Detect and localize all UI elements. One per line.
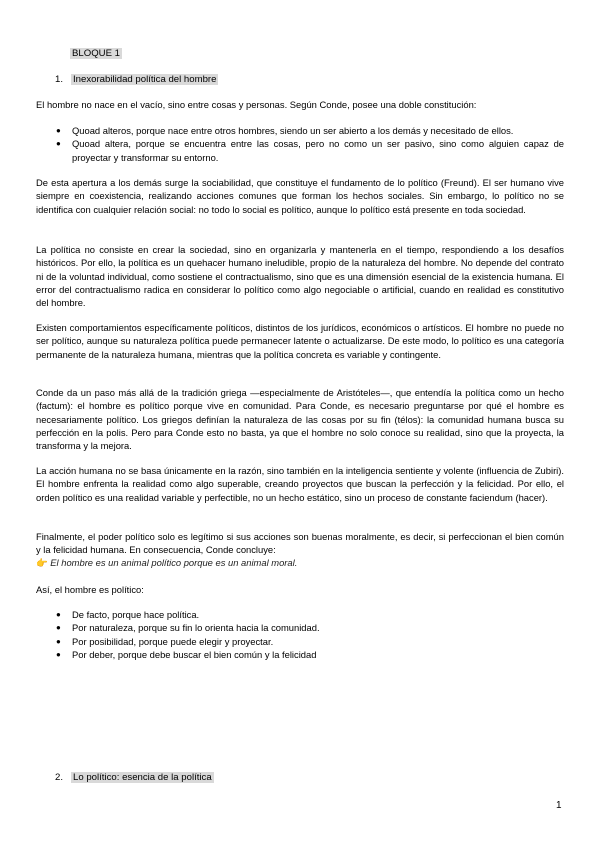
bullet-icon: ● <box>56 649 61 659</box>
list-item-text: Quoad altera, porque se encuentra entre las cosas, pero no como un ser pasivo, sino como alguien capaz de proyectar y transformar su entorno. <box>72 138 564 163</box>
list-item <box>36 608 564 621</box>
section-heading-1 <box>55 74 218 85</box>
list-item <box>36 635 564 648</box>
paragraph: De esta apertura a los demás surge la sociabilidad, que constituye el fundamento de lo político (Freund). El ser humano vive siempre en coexistencia, realizando acciones comunes que forman los hechos sociales. Sin embargo, lo político no se identifica con cualquier relación social: no todo lo social es político, aunque lo político está presente en toda sociedad. <box>36 177 564 215</box>
bullet-icon: ● <box>56 126 61 135</box>
section-number: 1. <box>55 74 64 85</box>
paragraph: Conde da un paso más allá de la tradición griega —especialmente de Aristóteles—, que entendía la política como un hecho (factum): el hombre es político porque vive en comunidad. Para Conde, es necesario preguntarse por qué el hombre es necesariamente político. Los griegos definían la naturaleza de las cosas por su fin (télos): la comunidad humana busca su perfección en la polis. Pero para Conde esto no basta, ya que el hombre no solo conoce su realidad, sino que la proyecta, la transforma y la mejora. <box>36 387 564 452</box>
section-title: Lo político: esencia de la política <box>73 772 212 783</box>
quote-text: El hombre es un animal político porque es un animal moral. <box>50 557 298 568</box>
list-item-text: De facto, porque hace política. <box>72 609 200 620</box>
bullet-icon: ● <box>56 610 61 619</box>
list-item <box>36 621 564 634</box>
paragraph: Así, el hombre es político: <box>36 584 144 595</box>
political-list <box>36 608 564 661</box>
section-title: Inexorabilidad política del hombre <box>73 74 217 85</box>
paragraph: La acción humana no se basa únicamente en la razón, sino también en la inteligencia sentiente y volente (influencia de Zubiri). El hombre enfrenta la realidad como algo superable, creando proyectos que buscan la perfección y la felicidad. Por ello, el orden político es una realidad variable y perfectible, no un hecho estático, sino un proceso de constante faciendum (hacer). <box>36 465 564 503</box>
list-item-text: Por posibilidad, porque puede elegir y proyectar. <box>72 635 274 647</box>
paragraph: La política no consiste en crear la sociedad, sino en organizarla y mantenerla en el tiempo, respondiendo a los desafíos históricos. Por ello, la política es un quehacer humano ineludible, propio de la naturaleza del hombre. No depende del contrato ni de la voluntad individual, como sostiene el contractualismo, sino que es una dimensión esencial de la existencia humana. El error del contractualismo radica en considerar lo político como algo negociable o artificial, cuando en realidad es constitutivo del hombre. <box>36 244 564 309</box>
bullet-icon: ● <box>56 623 61 633</box>
section-number: 2. <box>55 772 64 783</box>
intro-paragraph: El hombre no nace en el vacío, sino entre cosas y personas. Según Conde, posee una doble constitución: <box>36 99 477 110</box>
paragraph: Finalmente, el poder político solo es legítimo si sus acciones son buenas moralmente, es decir, si perfeccionan el bien común y la felicidad humana. En consecuencia, Conde concluye: <box>36 531 564 556</box>
bullet-icon: ● <box>56 636 61 646</box>
list-item-text: Por deber, porque debe buscar el bien común y la felicidad <box>72 648 317 660</box>
block-label: BLOQUE 1 <box>72 48 120 59</box>
bullet-icon: ● <box>56 139 61 149</box>
page-number: 1 <box>556 800 562 811</box>
conclusion-quote <box>36 556 564 569</box>
list-item <box>36 648 564 661</box>
paragraph: Existen comportamientos específicamente políticos, distintos de los jurídicos, económicos o artísticos. El hombre no puede no ser político, aunque su naturaleza política puede permanecer latente o actualizarse. De este modo, lo político es una categoría permanente de la naturaleza humana, mientras que la política concreta es variable y contingente. <box>36 322 564 360</box>
block-heading <box>70 48 122 59</box>
list-item-text: Quoad alteros, porque nace entre otros hombres, siendo un ser abierto a los demás y necesitado de ellos. <box>72 125 514 136</box>
list-item-text: Por naturaleza, porque su fin lo orienta hacia la comunidad. <box>72 622 320 634</box>
section-heading-2 <box>55 772 214 783</box>
list-item <box>36 124 564 137</box>
constitution-list <box>36 124 564 164</box>
list-item <box>36 137 564 164</box>
pointing-hand-icon: 👉 <box>36 557 48 568</box>
